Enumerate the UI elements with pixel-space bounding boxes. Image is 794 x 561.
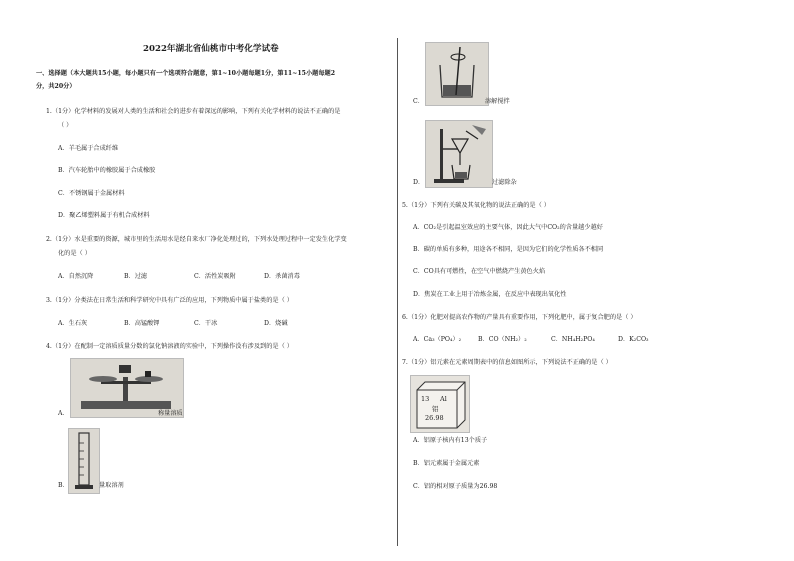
q4-option-a-letter: A． <box>58 410 69 417</box>
q5-option-b: B．碳的单质有多种，用途各不相同，是因为它们的化学性质各不相同 <box>413 246 604 253</box>
q3-stem: 3.（1分）分类法在日常生活和科学研究中具有广泛的应用，下列物质中属于盐类的是（ ） <box>46 297 293 304</box>
tile-element-name: 铝 <box>432 405 439 413</box>
graduated-cylinder-figure <box>68 428 100 494</box>
q3-option-a: A．生石灰 <box>58 320 88 327</box>
q7-option-a: A．铝原子核内有13个质子 <box>413 437 488 444</box>
q6-option-d: D．K₂CO₃ <box>618 336 649 343</box>
q2-option-d: D．杀菌消毒 <box>264 273 300 280</box>
tile-element-symbol: Al <box>440 395 447 403</box>
q3-option-d: D．烧碱 <box>264 320 288 327</box>
balance-scale-figure <box>70 358 184 418</box>
q4-option-b-letter: B． <box>58 482 69 489</box>
q1-stem-line1: 1.（1分）化学材料的发展对人类的生活和社会的进步有着深远的影响，下列有关化学材料的说法不正确的是 <box>46 108 341 115</box>
q1-stem-line2: （ ） <box>58 122 73 129</box>
q7-option-c: C．铝的相对原子质量为26.98 <box>413 483 498 490</box>
q6-option-b: B．CO（NH₂）₂ <box>478 336 527 343</box>
q6-option-c: C．NH₄H₂PO₄ <box>551 336 595 343</box>
q7-option-b: B．铝元素属于金属元素 <box>413 460 480 467</box>
q2-option-b: B．过滤 <box>124 273 148 280</box>
q4-option-d-letter: D． <box>413 179 425 186</box>
q4-option-c-text: 溶解搅拌 <box>485 98 510 105</box>
q3-option-c: C．干冰 <box>194 320 218 327</box>
q1-option-b: B．汽车轮胎中的橡胶属于合成橡胶 <box>58 167 156 174</box>
q2-stem-line2: 化的是（ ） <box>58 250 91 257</box>
q4-option-b-text: 量取溶剂 <box>99 482 124 489</box>
q2-option-c: C．活性炭吸附 <box>194 273 236 280</box>
q6-stem: 6.（1分）化肥对提高农作物的产量具有重要作用，下列化肥中，属于复合肥的是（ ） <box>402 314 637 321</box>
q4-option-d-text: 过滤除杂 <box>492 179 517 186</box>
q1-option-c: C．不锈钢属于金属材料 <box>58 190 125 197</box>
beaker-stirring-figure <box>425 42 489 106</box>
tile-atomic-number: 13 <box>421 395 430 403</box>
filtration-apparatus-figure <box>425 120 493 188</box>
q6-option-a: A．Ca₃（PO₄）₂ <box>413 336 462 343</box>
tile-atomic-mass: 26.98 <box>425 414 444 422</box>
column-divider <box>397 38 398 546</box>
q4-stem: 4.（1分）在配制一定溶质质量分数的氯化钠溶液的实验中，下列操作没有涉及到的是（ ） <box>46 343 293 350</box>
q2-option-a: A．自然沉降 <box>58 273 94 280</box>
section-heading-line1: 一、选择题（本大题共15小题，每小题只有一个选项符合题意，第1~10小题每题1分，第11~15小题每题2 <box>36 70 336 77</box>
q5-stem: 5.（1分）下列有关碳及其氧化物的说法正确的是（ ） <box>402 202 550 209</box>
q4-option-c-letter: C． <box>413 98 424 105</box>
q5-option-d: D．焦炭在工业上用于冶炼金属，在反应中表现出氧化性 <box>413 291 567 298</box>
section-heading-line2: 分，共20分） <box>36 83 76 90</box>
q5-option-a: A．CO₂是引起温室效应的主要气体，因此大气中CO₂的含量越少越好 <box>413 224 603 231</box>
q1-option-a: A．羊毛属于合成纤维 <box>58 145 119 152</box>
q2-stem-line1: 2.（1分）水是重要的资源，城市里的生活用水是经自来水厂净化处理过的，下列水处理过程中一定发生化学变 <box>46 236 347 243</box>
q3-option-b: B．高锰酸钾 <box>124 320 160 327</box>
aluminum-element-tile-figure <box>410 375 470 433</box>
q5-option-c: C．CO具有可燃性，在空气中燃烧产生黄色火焰 <box>413 268 546 275</box>
q7-stem: 7.（1分）铝元素在元素周期表中的信息如图所示，下列说法不正确的是（ ） <box>402 359 612 366</box>
page-title: 2022年湖北省仙桃市中考化学试卷 <box>143 44 279 54</box>
q1-option-d: D．聚乙烯塑料属于有机合成材料 <box>58 212 150 219</box>
q4-option-a-text: 称量溶质 <box>158 410 183 417</box>
